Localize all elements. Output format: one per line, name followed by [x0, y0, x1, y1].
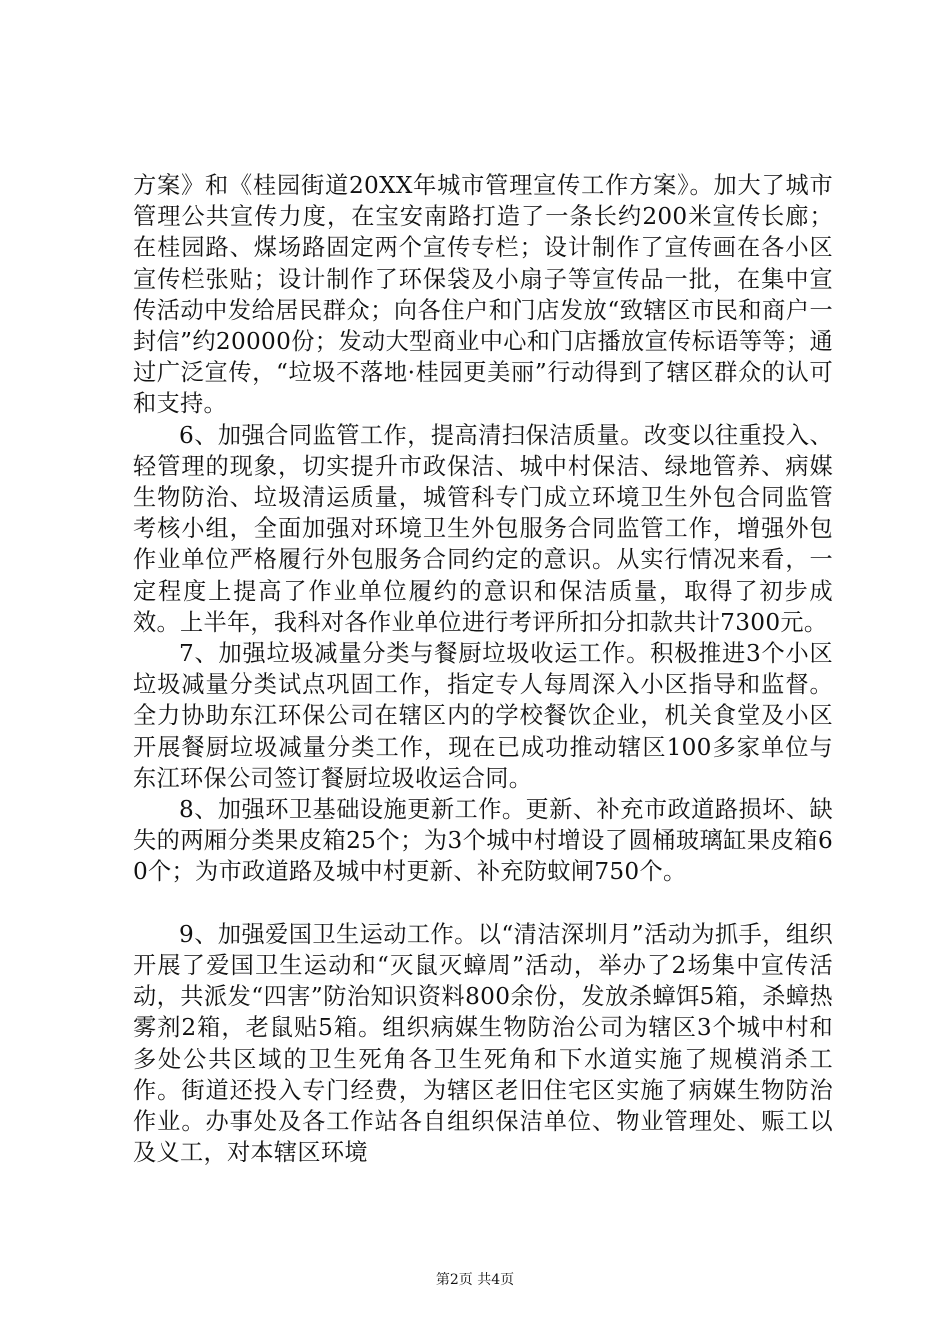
paragraph-continuation: 方案》和《桂园街道20XX年城市管理宣传工作方案》。加大了城市管理公共宣传力度，在宝安南路打造了一条长约200米宣传长廊；在桂园路、煤场路固定两个宣传专栏；设计制作了宣传画在各小区宣传栏张贴；设计制作了环保袋及小扇子等宣传品一批，在集中宣传活动中发给居民群众；向各住户和门店发放“致辖区市民和商户一封信”约20000份；发动大型商业中心和门店播放宣传标语等等；通过广泛宣传，“垃圾不落地·桂园更美丽”行动得到了辖区群众的认可和支持。	[133, 172, 833, 418]
paragraph-item-7: 7、加强垃圾减量分类与餐厨垃圾收运工作。积极推进3个小区垃圾减量分类试点巩固工作，指定专人每周深入小区指导和监督。全力协助东江环保公司在辖区内的学校餐饮企业，机关食堂及小区开展餐厨垃圾减量分类工作，现在已成功推动辖区100多家单位与东江环保公司签订餐厨垃圾收运合同。	[133, 640, 833, 792]
document-body	[133, 170, 833, 1168]
page-number-footer: 第2页 共4页	[435, 1272, 515, 1288]
paragraph-spacer	[133, 888, 833, 919]
paragraph-item-9: 9、加强爱国卫生运动工作。以“清洁深圳月”活动为抓手，组织开展了爱国卫生运动和“灭鼠灭蟑周”活动，举办了2场集中宣传活动，共派发“四害”防治知识资料800余份，发放杀蟑饵5箱，杀蟑热雾剂2箱，老鼠贴5箱。组织病媒生物防治公司为辖区3个城中村和多处公共区域的卫生死角各卫生死角和下水道实施了规模消杀工作。街道还投入专门经费，为辖区老旧住宅区实施了病媒生物防治作业。办事处及各工作站各自组织保洁单位、物业管理处、赈工以及义工，对本辖区环境	[133, 920, 833, 1167]
paragraph-item-8: 8、加强环卫基础设施更新工作。更新、补充市政道路损坏、缺失的两厢分类果皮箱25个；为3个城中村增设了圆桶玻璃缸果皮箱60个；为市政道路及城中村更新、补充防蚊闸750个。	[133, 796, 833, 886]
paragraph-item-6: 6、加强合同监管工作，提高清扫保洁质量。改变以往重投入、轻管理的现象，切实提升市政保洁、城中村保洁、绿地管养、病媒生物防治、垃圾清运质量，城管科专门成立环境卫生外包合同监管考核小组，全面加强对环境卫生外包服务合同监管工作，增强外包作业单位严格履行外包服务合同约定的意识。从实行情况来看，一定程度上提高了作业单位履约的意识和保洁质量，取得了初步成效。上半年，我科对各作业单位进行考评所扣分扣款共计7300元。	[133, 421, 833, 636]
